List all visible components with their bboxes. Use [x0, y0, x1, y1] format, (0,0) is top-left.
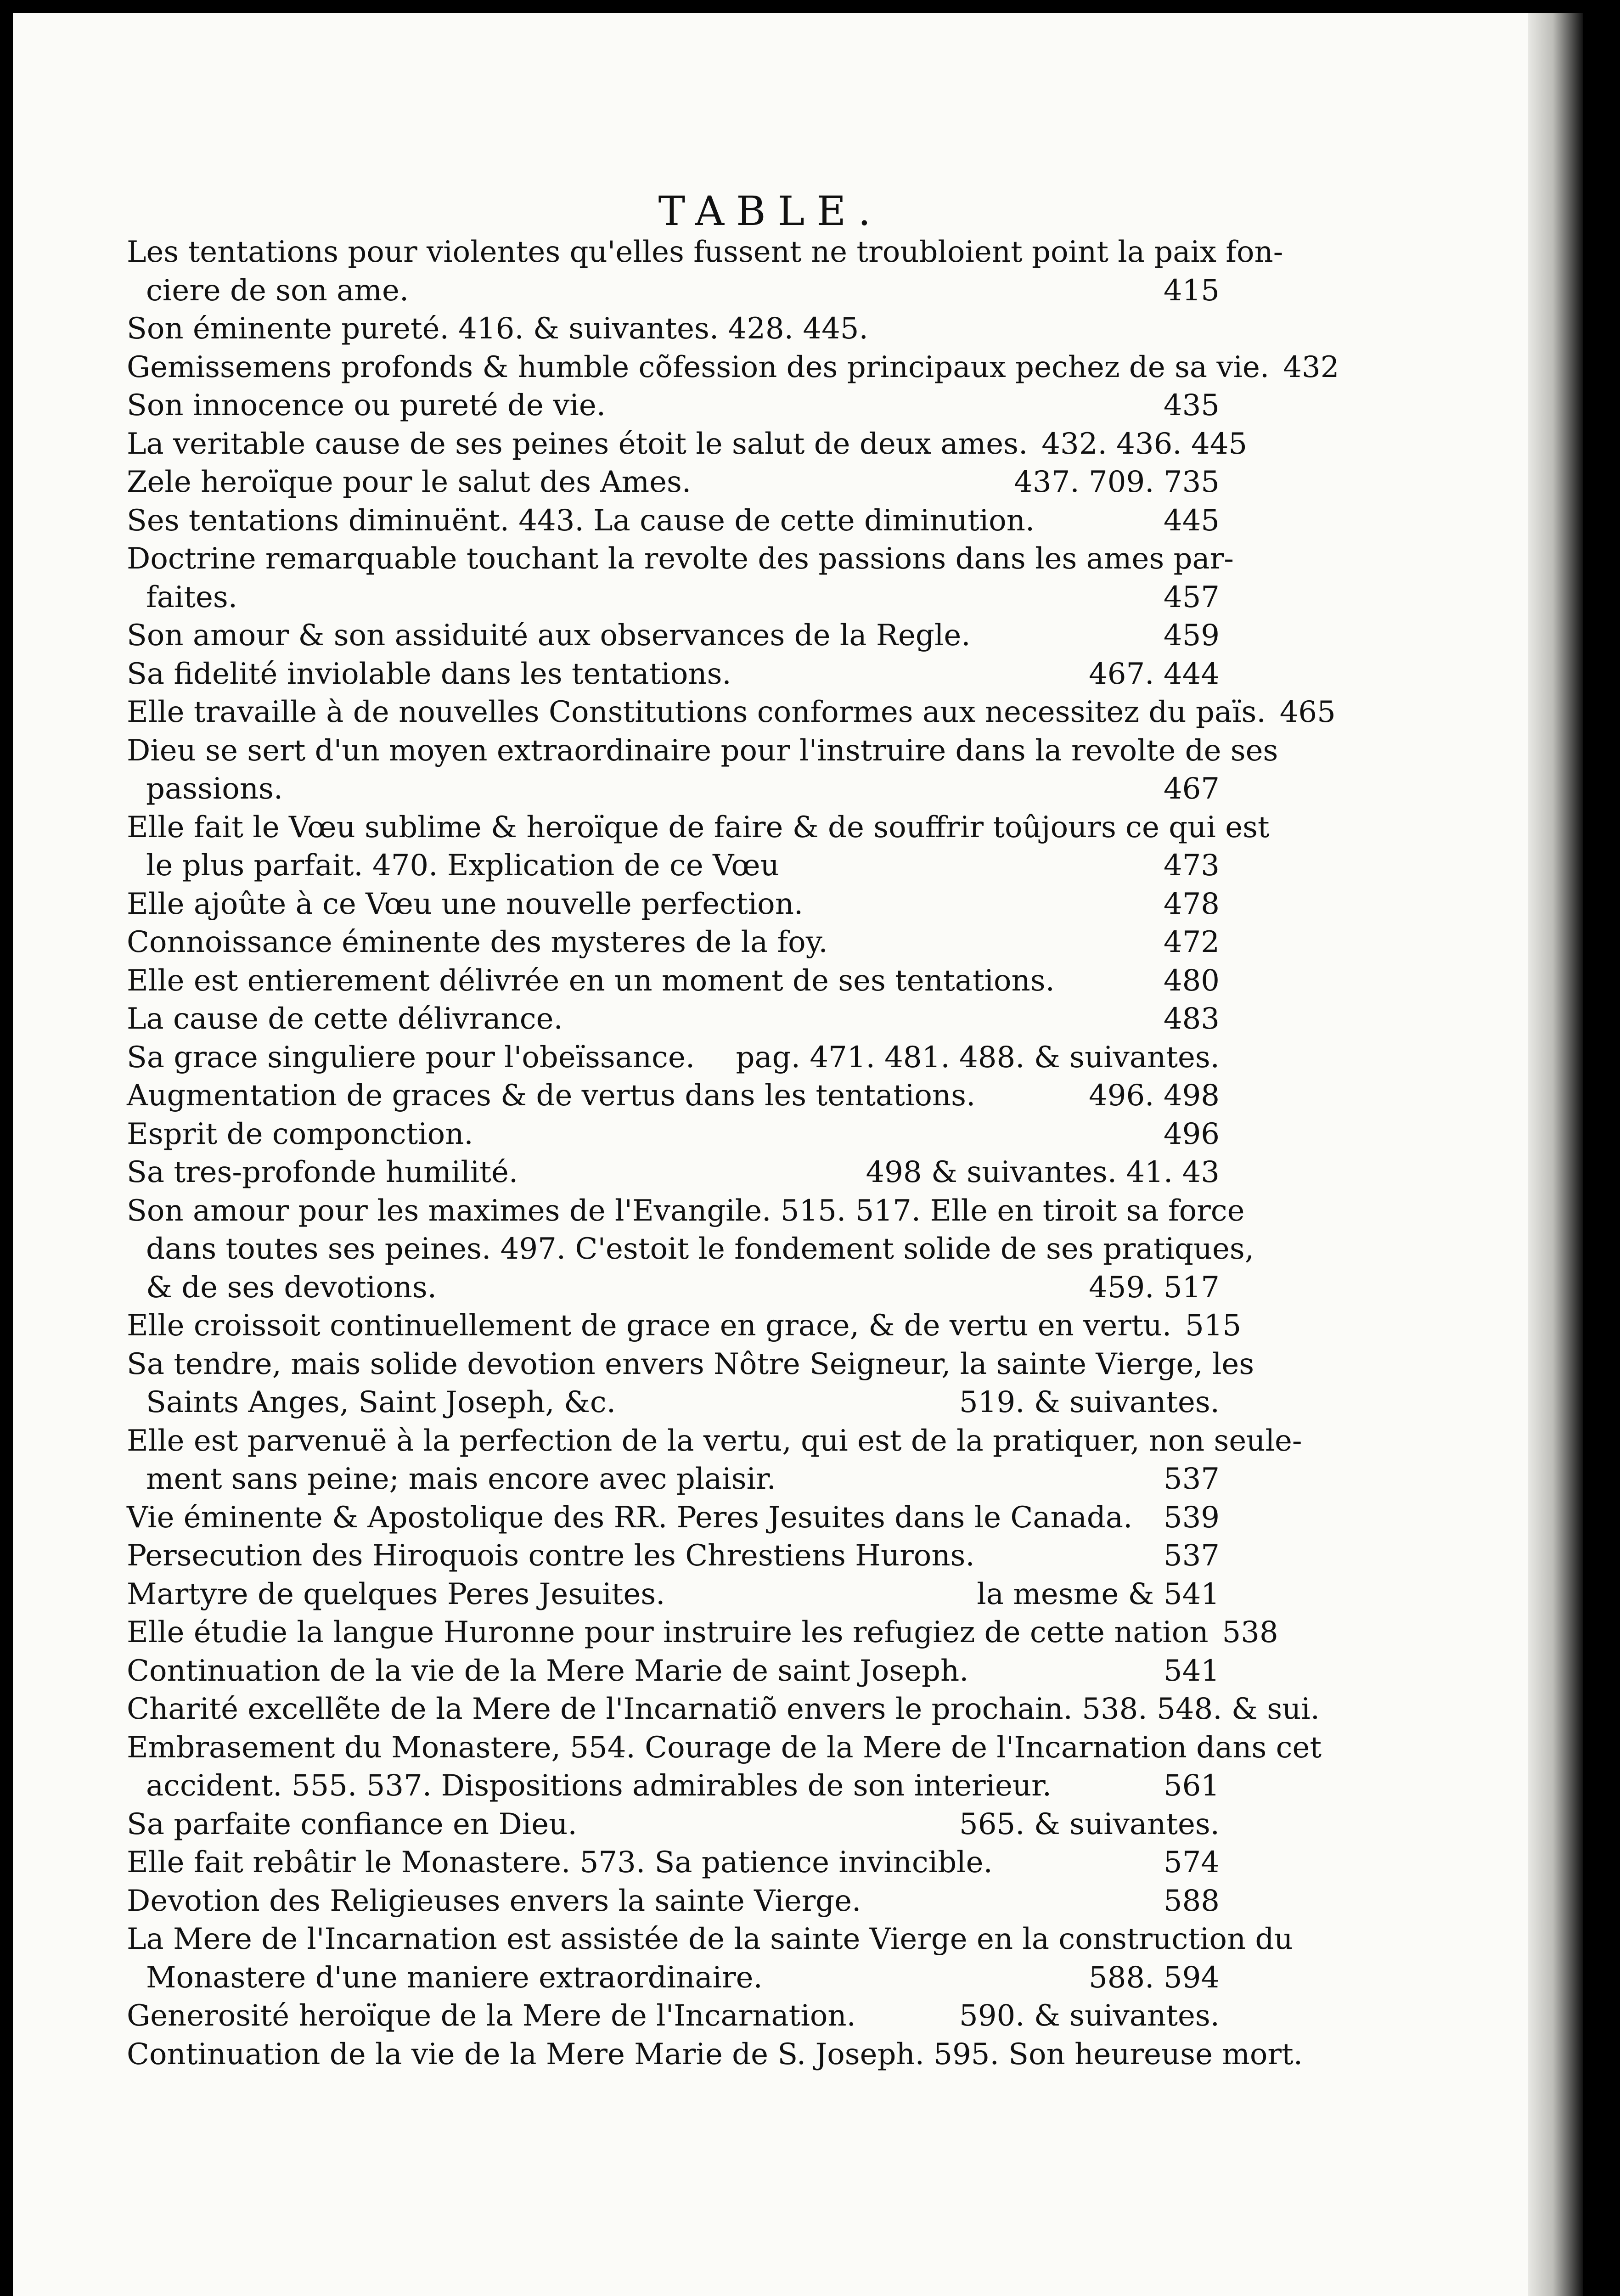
- entry-text: La Mere de l'Incarnation est assistée de la sainte Vierge en la construction du: [127, 1922, 1293, 1956]
- entry-text: ment sans peine; mais encore avec plaisir.: [146, 1462, 776, 1496]
- index-entry: [127, 1039, 1220, 1077]
- index-entry: [127, 349, 1339, 387]
- index-entry: [127, 1614, 1278, 1652]
- entry-page-refs: 561: [1163, 1769, 1220, 1803]
- entry-line: [127, 770, 1220, 809]
- entry-text: Connoissance éminente des mysteres de la foy.: [127, 925, 828, 959]
- index-entry: [127, 2036, 1303, 2074]
- index-entry: [127, 540, 1234, 617]
- entry-text: Elle fait le Vœu sublime & heroïque de faire & de souffrir toûjours ce qui est: [127, 810, 1270, 844]
- index-entry: [127, 1690, 1320, 1729]
- entry-text: Vie éminente & Apostolique des RR. Peres Jesuites dans le Canada.: [127, 1500, 1133, 1535]
- index-entry: [127, 1920, 1293, 1997]
- entry-text: Son amour pour les maximes de l'Evangile. 515. 517. Elle en tiroit sa force: [127, 1193, 1245, 1228]
- entry-line: [127, 1882, 1220, 1921]
- entry-page-refs: 415: [1163, 273, 1220, 308]
- entry-text: Sa tres-profonde humilité.: [127, 1155, 518, 1189]
- index-entry: [127, 1154, 1220, 1192]
- entry-page-refs: 539: [1163, 1500, 1220, 1535]
- entry-line: [127, 1460, 1220, 1499]
- entry-page-refs: 480: [1163, 963, 1220, 998]
- entry-line: [127, 1039, 1220, 1077]
- entry-text: & de ses devotions.: [146, 1270, 437, 1305]
- entry-line: [127, 502, 1220, 540]
- index-entries: [127, 233, 1339, 2074]
- index-entry: [127, 1844, 1220, 1882]
- index-entry: [127, 962, 1220, 1001]
- entry-page-refs: 432: [1283, 350, 1339, 384]
- entry-text: Augmentation de graces & de vertus dans les tentations.: [127, 1079, 976, 1113]
- index-entry: [127, 655, 1220, 694]
- index-entry: [127, 1115, 1220, 1154]
- index-entry: [127, 1997, 1220, 2036]
- entry-line: [127, 1690, 1320, 1729]
- entry-page-refs: 459. 517: [1089, 1270, 1220, 1305]
- index-entry: [127, 425, 1248, 464]
- entry-page-refs: 590. & suivantes.: [959, 1999, 1220, 2033]
- entry-text: Esprit de componction.: [127, 1117, 473, 1151]
- index-entry: [127, 1422, 1302, 1499]
- entry-page-refs: pag. 471. 481. 488. & suivantes.: [736, 1040, 1220, 1075]
- entry-page-refs: 565. & suivantes.: [959, 1807, 1220, 1841]
- entry-line: [127, 655, 1220, 694]
- entry-line: [127, 1230, 1254, 1269]
- entry-line: [127, 1576, 1220, 1614]
- index-entry: [127, 1499, 1220, 1537]
- entry-line: [127, 1422, 1302, 1461]
- entry-line: [127, 1499, 1220, 1537]
- entry-line: [127, 579, 1220, 617]
- index-entry: [127, 1652, 1220, 1691]
- entry-text: Son amour & son assiduité aux observances de la Regle.: [127, 619, 971, 653]
- index-entry: [127, 1307, 1242, 1345]
- entry-page-refs: 432. 436. 445: [1041, 427, 1248, 461]
- entry-page-refs: 478: [1163, 887, 1220, 921]
- entry-line: [127, 693, 1336, 732]
- entry-text: Ses tentations diminuënt. 443. La cause de cette diminution.: [127, 503, 1035, 538]
- entry-line: [127, 885, 1220, 924]
- entry-text: Elle ajoûte à ce Vœu une nouvelle perfection.: [127, 887, 804, 921]
- entry-line: [127, 1115, 1220, 1154]
- entry-page-refs: 538: [1222, 1615, 1278, 1649]
- entry-page-refs: 457: [1163, 580, 1220, 614]
- entry-text: Elle est entierement délivrée en un moment de ses tentations.: [127, 963, 1055, 998]
- entry-text: Gemissemens profonds & humble cõfession des principaux pechez de sa vie.: [127, 350, 1270, 384]
- entry-text: Saints Anges, Saint Joseph, &c.: [146, 1385, 616, 1419]
- entry-text: Sa fidelité inviolable dans les tentations.: [127, 657, 731, 691]
- index-entry: [127, 1345, 1254, 1422]
- entry-text: Son éminente pureté. 416. & suivantes. 428. 445.: [127, 312, 868, 346]
- entry-line: [127, 387, 1220, 425]
- index-entry: [127, 693, 1336, 732]
- entry-text: Elle est parvenuë à la perfection de la vertu, qui est de la pratiquer, non seule-: [127, 1424, 1302, 1458]
- entry-line: [127, 540, 1234, 579]
- entry-text: Continuation de la vie de la Mere Marie de S. Joseph. 595. Son heureuse mort.: [127, 2037, 1303, 2071]
- entry-text: Continuation de la vie de la Mere Marie de saint Joseph.: [127, 1654, 969, 1688]
- index-entry: [127, 1000, 1220, 1039]
- entry-text: Generosité heroïque de la Mere de l'Incarnation.: [127, 1999, 856, 2033]
- entry-line: [127, 732, 1278, 771]
- index-entry: [127, 1729, 1322, 1806]
- entry-page-refs: 515: [1185, 1309, 1242, 1343]
- entry-line: [127, 310, 1220, 349]
- entry-line: [127, 1806, 1220, 1844]
- entry-page-refs: 483: [1163, 1002, 1220, 1036]
- entry-text: accident. 555. 537. Dispositions admirables de son interieur.: [146, 1769, 1052, 1803]
- index-entry: [127, 502, 1220, 540]
- entry-page-refs: 541: [1163, 1654, 1220, 1688]
- entry-text: Doctrine remarquable touchant la revolte des passions dans les ames par-: [127, 542, 1234, 576]
- entry-page-refs: 473: [1163, 849, 1220, 883]
- entry-line: [127, 1729, 1322, 1767]
- entry-page-refs: 588. 594: [1089, 1960, 1220, 1995]
- entry-line: [127, 233, 1283, 272]
- entry-text: Charité excellẽte de la Mere de l'Incarnatiõ envers le prochain. 538. 548. & sui.: [127, 1692, 1320, 1726]
- index-entry: [127, 387, 1220, 425]
- entry-page-refs: 435: [1163, 388, 1220, 422]
- entry-text: Devotion des Religieuses envers la sainte Vierge.: [127, 1884, 861, 1918]
- entry-text: Zele heroïque pour le salut des Ames.: [127, 465, 692, 499]
- entry-line: [127, 1192, 1245, 1231]
- entry-line: [127, 1077, 1220, 1115]
- entry-page-refs: 465: [1279, 695, 1336, 729]
- entry-line: [127, 1767, 1220, 1806]
- entry-line: [127, 425, 1248, 464]
- entry-line: [127, 1307, 1242, 1345]
- index-entry: [127, 885, 1220, 924]
- entry-page-refs: 467: [1163, 772, 1220, 806]
- entry-line: [127, 923, 1220, 962]
- entry-page-refs: 496: [1163, 1117, 1220, 1151]
- entry-page-refs: 496. 498: [1089, 1079, 1220, 1113]
- entry-text: Sa grace singuliere pour l'obeïssance.: [127, 1040, 695, 1075]
- entry-line: [127, 1000, 1220, 1039]
- entry-text: Persecution des Hiroquois contre les Chrestiens Hurons.: [127, 1539, 975, 1573]
- index-entry: [127, 617, 1220, 655]
- entry-page-refs: 472: [1163, 925, 1220, 959]
- entry-text: La cause de cette délivrance.: [127, 1002, 563, 1036]
- page-title: TABLE.: [658, 187, 883, 235]
- entry-text: Les tentations pour violentes qu'elles fussent ne troubloient point la paix fon-: [127, 235, 1283, 269]
- entry-line: [127, 617, 1220, 655]
- entry-page-refs: 459: [1163, 619, 1220, 653]
- entry-line: [127, 962, 1220, 1001]
- entry-text: le plus parfait. 470. Explication de ce Vœu: [146, 849, 779, 883]
- index-entry: [127, 923, 1220, 962]
- entry-line: [127, 1844, 1220, 1882]
- entry-line: [127, 1154, 1220, 1192]
- entry-text: Martyre de quelques Peres Jesuites.: [127, 1577, 665, 1611]
- entry-page-refs: 498 & suivantes. 41. 43: [866, 1155, 1220, 1189]
- index-entry: [127, 1806, 1220, 1844]
- entry-page-refs: 445: [1163, 503, 1220, 538]
- entry-text: Elle étudie la langue Huronne pour instruire les refugiez de cette nation: [127, 1615, 1209, 1649]
- entry-text: ciere de son ame.: [146, 273, 409, 308]
- entry-page-refs: 537: [1163, 1539, 1220, 1573]
- index-entry: [127, 1882, 1220, 1921]
- entry-line: [127, 1614, 1278, 1652]
- index-entry: [127, 233, 1283, 310]
- entry-text: faites.: [146, 580, 238, 614]
- entry-page-refs: 519. & suivantes.: [959, 1385, 1220, 1419]
- index-entry: [127, 1576, 1220, 1614]
- book-page: [13, 13, 1528, 2296]
- page-edge-shadow: [1528, 13, 1583, 2296]
- entry-line: [127, 1269, 1220, 1307]
- entry-page-refs: 467. 444: [1089, 657, 1220, 691]
- entry-line: [127, 809, 1270, 847]
- index-entry: [127, 1537, 1220, 1576]
- entry-page-refs: 437. 709. 735: [1014, 465, 1220, 499]
- entry-text: Son innocence ou pureté de vie.: [127, 388, 606, 422]
- entry-text: dans toutes ses peines. 497. C'estoit le fondement solide de ses pratiques,: [146, 1232, 1254, 1266]
- entry-line: [127, 272, 1220, 310]
- entry-line: [127, 1384, 1220, 1422]
- entry-line: [127, 847, 1220, 885]
- entry-text: Elle travaille à de nouvelles Constitutions conformes aux necessitez du païs.: [127, 695, 1266, 729]
- entry-page-refs: 574: [1163, 1846, 1220, 1880]
- entry-page-refs: 537: [1163, 1462, 1220, 1496]
- index-entry: [127, 809, 1270, 885]
- entry-page-refs: la mesme & 541: [977, 1577, 1220, 1611]
- entry-text: passions.: [146, 772, 283, 806]
- index-entry: [127, 1192, 1254, 1307]
- entry-text: Elle croissoit continuellement de grace en grace, & de vertu en vertu.: [127, 1309, 1172, 1343]
- index-entry: [127, 732, 1278, 809]
- entry-line: [127, 1997, 1220, 2036]
- entry-line: [127, 1652, 1220, 1691]
- entry-text: Dieu se sert d'un moyen extraordinaire pour l'instruire dans la revolte de ses: [127, 733, 1278, 768]
- entry-line: [127, 349, 1339, 387]
- entry-text: Sa parfaite confiance en Dieu.: [127, 1807, 577, 1841]
- entry-text: Elle fait rebâtir le Monastere. 573. Sa patience invincible.: [127, 1846, 993, 1880]
- entry-line: [127, 1537, 1220, 1576]
- entry-line: [127, 1345, 1254, 1384]
- index-entry: [127, 463, 1220, 502]
- entry-line: [127, 1959, 1220, 1998]
- entry-text: Monastere d'une maniere extraordinaire.: [146, 1960, 763, 1995]
- index-entry: [127, 1077, 1220, 1115]
- entry-text: Sa tendre, mais solide devotion envers Nôtre Seigneur, la sainte Vierge, les: [127, 1347, 1254, 1381]
- entry-text: La veritable cause de ses peines étoit le salut de deux ames.: [127, 427, 1028, 461]
- entry-page-refs: 588: [1163, 1884, 1220, 1918]
- entry-line: [127, 1920, 1293, 1959]
- entry-text: Embrasement du Monastere, 554. Courage de la Mere de l'Incarnation dans cet: [127, 1730, 1322, 1765]
- entry-line: [127, 2036, 1303, 2074]
- index-entry: [127, 310, 1220, 349]
- entry-line: [127, 463, 1220, 502]
